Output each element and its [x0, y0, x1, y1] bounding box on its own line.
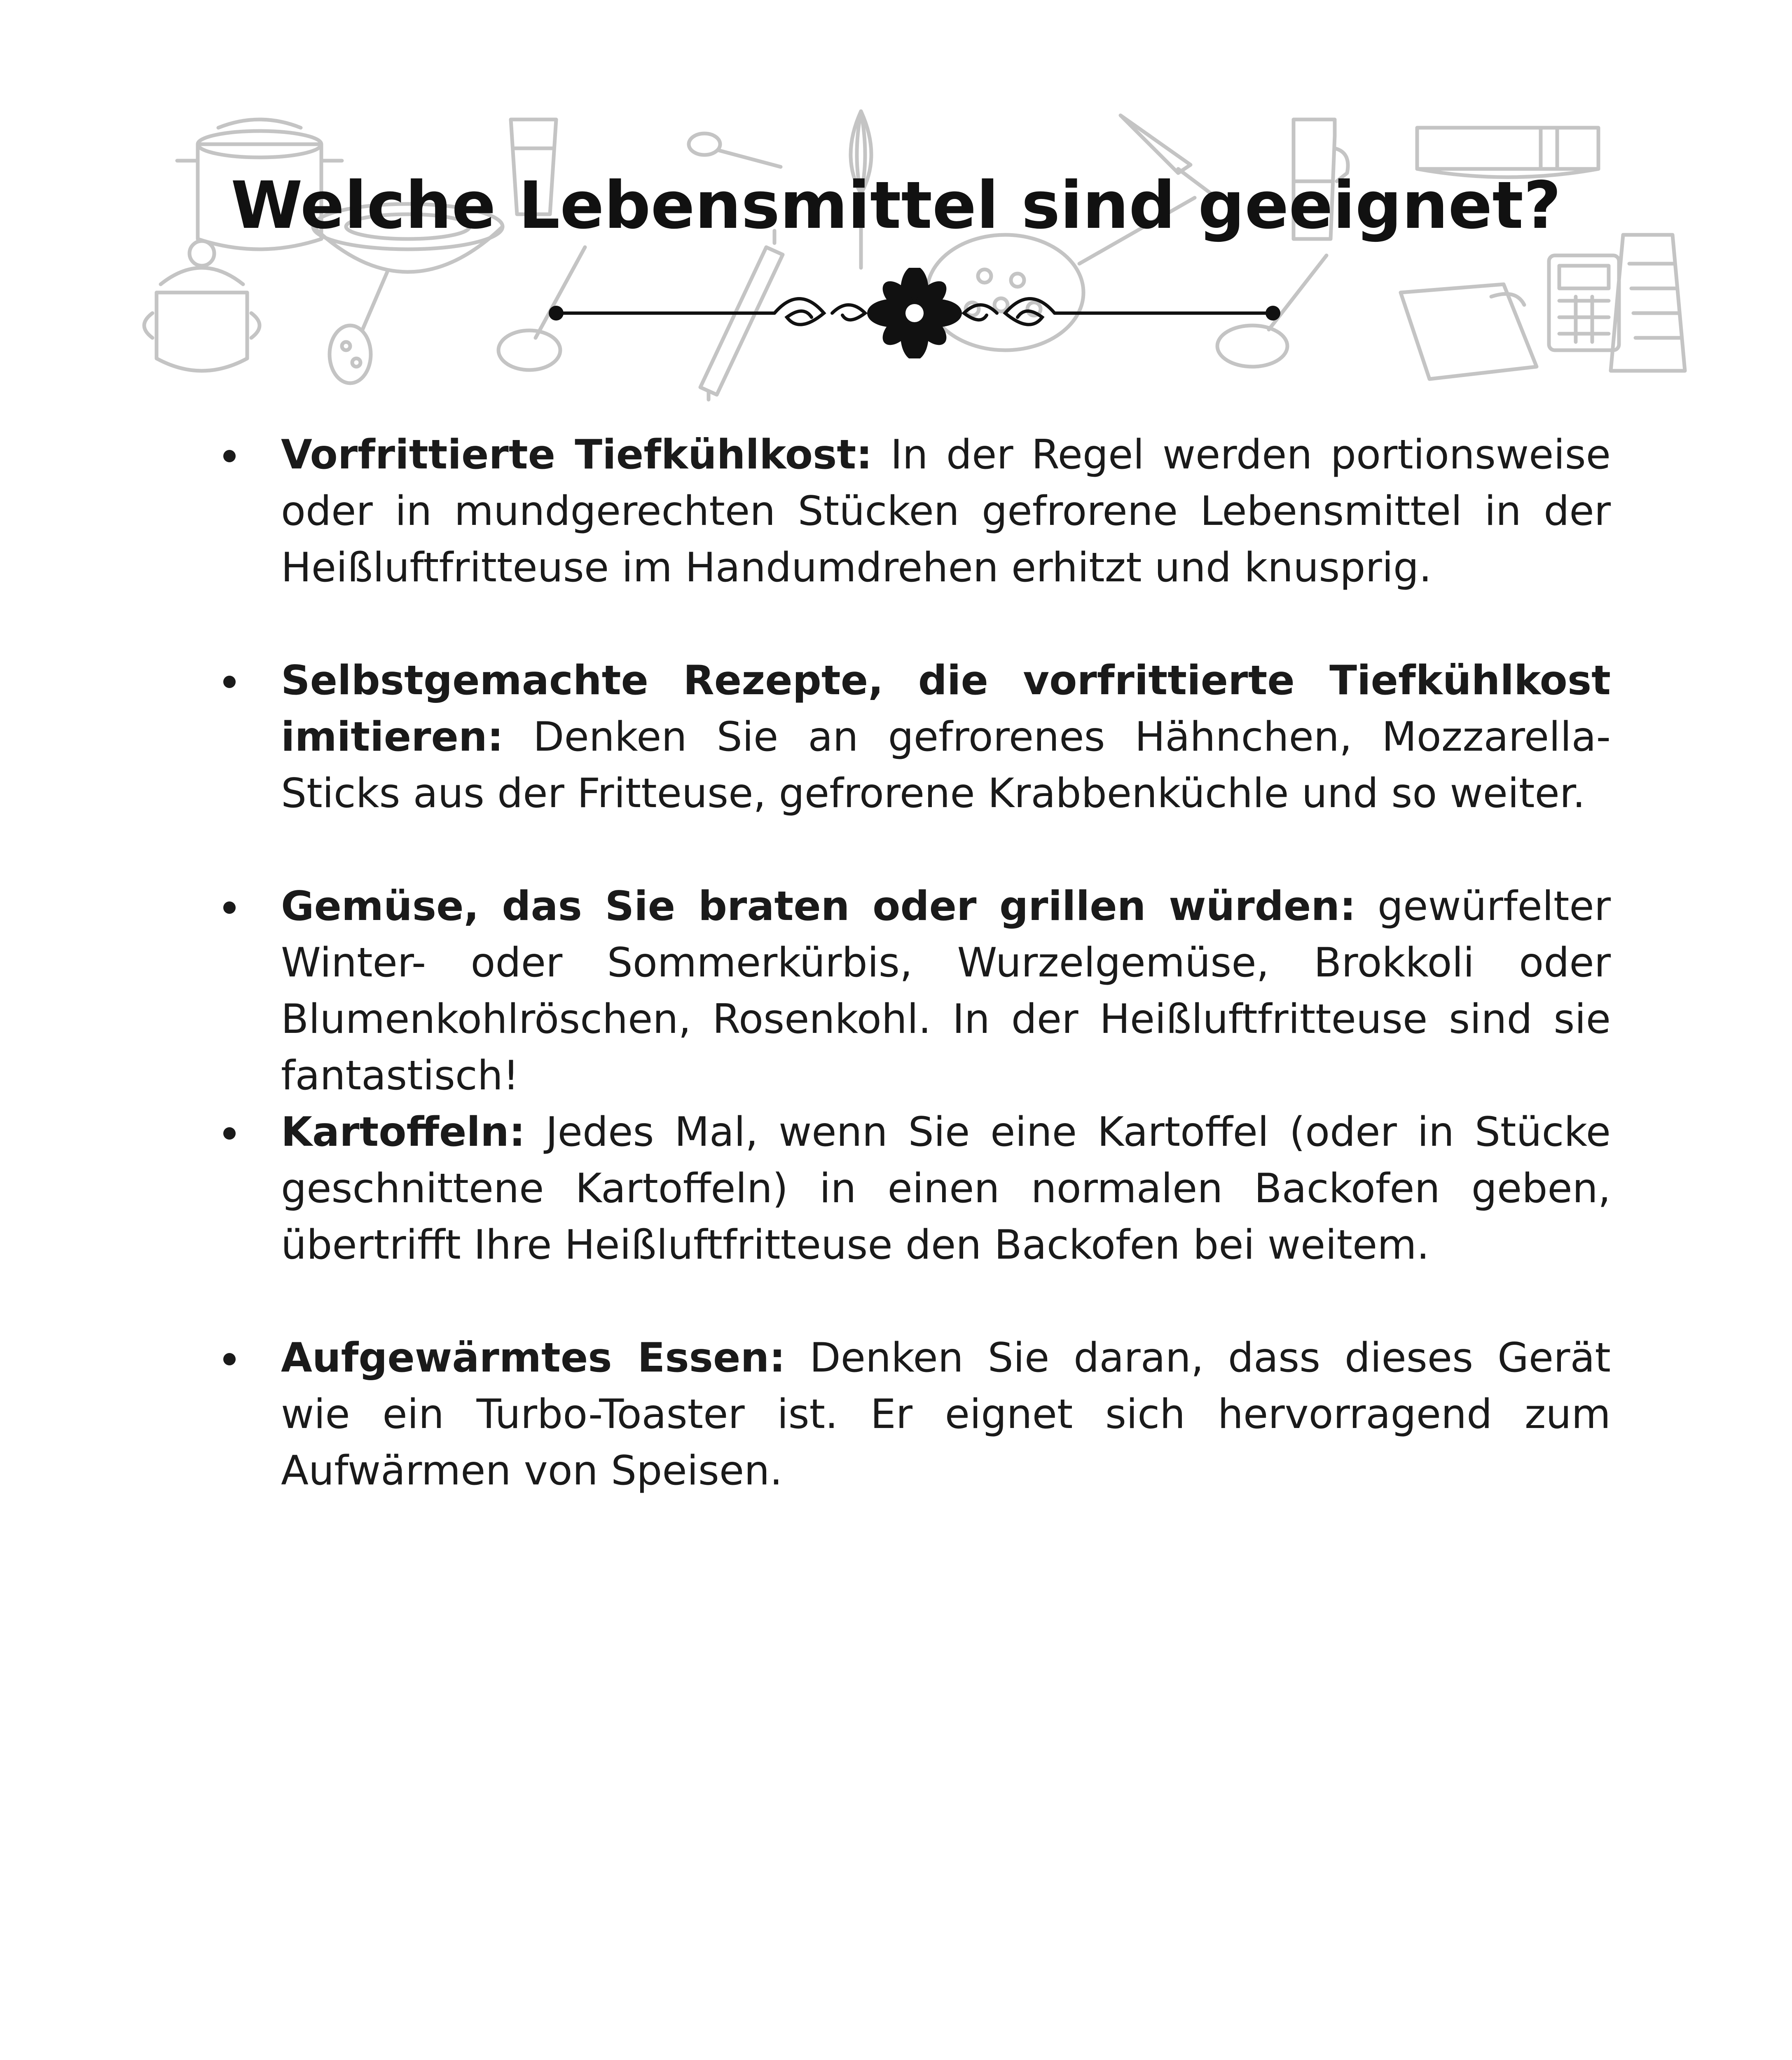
list-item-term: Kartoffeln: [281, 1109, 525, 1156]
lidded-pot-icon [144, 241, 260, 371]
list-item [218, 1330, 1611, 1499]
list-item [218, 1104, 1611, 1273]
title-divider [544, 268, 1285, 358]
calculator-icon [1549, 255, 1619, 350]
cutting-board-icon [1401, 284, 1537, 379]
list-item [218, 427, 1611, 596]
list-item-text: Denken Sie an gefrorenes Hähnchen, Mozzarella-Sticks aus der Fritteuse, gefrorene Krabbenküchle und so weiter. [281, 714, 1611, 817]
header-kitchen-illustration [99, 99, 1693, 412]
spoon-icon [330, 272, 387, 383]
page-title: Welche Lebensmittel sind geeignet? [231, 168, 1561, 243]
list-item [218, 653, 1611, 822]
list-item-term: Vorfrittierte Tiefkühlkost: [281, 431, 873, 478]
list-item-term: Selbstgemachte Rezepte, die vorfrittierte Tiefkühlkost imitieren: [281, 657, 1611, 761]
list-item [218, 878, 1611, 1104]
list-item-text: gewürfelter Winter- oder Sommerkürbis, Wurzelgemüse, Brokkoli oder Blumenkohlröschen, Rosenkohl. In der Heißluftfritteuse sind sie fantastisch! [281, 883, 1611, 1099]
list-item-term: Gemüse, das Sie braten oder grillen würden: [281, 883, 1356, 930]
grater-icon [1611, 235, 1685, 371]
spoon-icon [689, 133, 781, 167]
list-item-term: Aufgewärmtes Essen: [281, 1334, 786, 1381]
list-item-text: Jedes Mal, wenn Sie eine Kartoffel (oder in Stücke geschnittene Kartoffeln) in einen normalen Backofen geben, übertrifft Ihre Heißluftfritteuse den Backofen bei weitem. [281, 1109, 1611, 1269]
flower-ornament-icon [867, 268, 962, 358]
list-item-text: Denken Sie daran, dass dieses Gerät wie ein Turbo-Toaster ist. Er eignet sich hervorragend zum Aufwärmen von Speisen. [281, 1334, 1611, 1494]
food-list [218, 427, 1611, 1499]
list-item-text: In der Regel werden portionsweise oder in mundgerechten Stücken gefrorene Lebensmittel in der Heißluftfritteuse im Handumdrehen erhitzt und knusprig. [281, 431, 1611, 591]
